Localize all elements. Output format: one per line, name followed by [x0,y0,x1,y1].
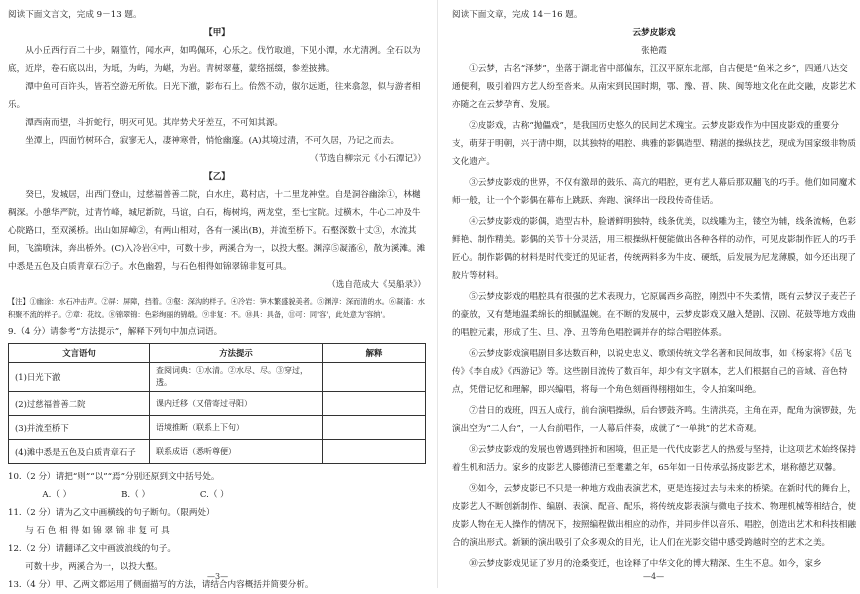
article-author: 张艳霞 [641,46,667,56]
question-9: 9.（4 分）请参考“方法提示”，解释下列句中加点词语。 [8,327,223,337]
article-paragraph-8: ⑧云梦皮影戏的发展也曾遇到挫折和困境，但正是一代代皮影艺人的热爱与坚持，让这项艺术始终保持着生机和活力。家乡的皮影艺人滕德清已至耄耋之年，65年如一日传承弘扬皮影艺术，堪称德艺双馨。 [452,445,856,473]
hint-cell: 查阅词典：①水清。②水尽、尽。③穿过，透。 [150,363,323,392]
question-9-table [8,343,426,464]
page-3 [8,6,426,594]
article-paragraph-3: ③云梦皮影戏的世界，不仅有激昂的鼓乐、高亢的唱腔，更有艺人幕后那双翻飞的巧手。他们如同魔术师一般，让一个个影偶在幕布上跳跃、奔跑、演绎出一段段传奇佳话。 [452,178,856,206]
table-row [9,363,426,392]
jia-paragraph-2: 潭中鱼可百许头，皆若空游无所依。日光下澈，影布石上。佁然不动，俶尔远逝，往来翕忽，似与游者相乐。 [8,82,421,110]
question-12: 12.（2 分）请翻译乙文中画波浪线的句子。 [8,544,176,554]
jia-paragraph-4: 坐潭上，四面竹树环合，寂寥无人，凄神寒骨，悄怆幽邃。(A)其境过清，不可久居，乃记之而去。 [25,136,400,146]
classical-instruction: 阅读下面文言文，完成 9－13 题。 [8,10,142,20]
hint-cell: 课内迁移（又借寄过寻阳） [150,392,323,416]
hint-cell: 联系成语（悉听尊便） [150,440,323,464]
passage-jia-title: 【甲】 [204,28,230,38]
table-row [9,392,426,416]
question-12-sentence: 可数十步，两溪合为一，以投大壑。 [25,562,163,572]
page-4 [452,6,856,573]
question-10: 10.（2 分）请把“则”“以”“焉”分别还原到文中括号处。 [8,472,220,482]
passage-yi-title: 【乙】 [204,172,230,182]
jia-paragraph-3: 潭西南而望，斗折蛇行，明灭可见。其岸势犬牙差互，不可知其源。 [25,118,284,128]
question-11: 11.（2 分）请为乙文中画横线的句子断句。（限两处） [8,508,215,518]
article-paragraph-7: ⑦昔日的戏班，四五人成行，前台演唱操纵，后台锣鼓齐鸣。生清洪亮，主角在弄，配角为演锣鼓，先演出空为“二人台”，一人台前唱作，一人幕后伴奏，成就了“一单挑”的艺术奇观。 [452,406,856,434]
option-c[interactable]: C.（ ） [199,490,229,500]
table-row [9,440,426,464]
column-header: 方法提示 [150,344,323,363]
annotation-notes: 【注】①幽涂：水石冲击声。②屏：屏障，挡着。③壑：深沟的样子。④冷岩：笋木繁盛貌美者。⑤渊淳：深而清的水。⑥凝滀：水积聚不流的样子。⑦章：花纹。⑧锦翠锦：色彩绚丽的锦缎。⑨非复：不。⑩具：具备，⑪可：同'容'，此处意为'容纳'。 [8,297,425,319]
answer-cell[interactable] [323,416,426,440]
page-number-4: —4— [643,572,665,581]
hint-cell: 语境推断（联系上下句） [150,416,323,440]
jia-paragraph-1: 从小丘西行百二十步，隔篁竹，闻水声，如鸣佩环，心乐之。伐竹取道，下见小潭，水尤清冽。全石以为底，近岸，卷石底以出，为坻，为屿，为嵁，为岩。青树翠蔓，蒙络摇缀，参差披拂。 [8,46,421,74]
answer-cell[interactable] [323,440,426,464]
option-a[interactable]: A.（ ） [42,490,72,500]
jia-source: （节选自柳宗元《小石潭记》） [309,154,426,164]
table-header-row [9,344,426,363]
answer-cell[interactable] [323,392,426,416]
sentence-cell: (2)过慈福普善二院 [9,392,150,416]
question-10-options [8,486,426,504]
sentence-cell: (4)滩中悉是五色及白质青章石子 [9,440,150,464]
table-row [9,416,426,440]
answer-cell[interactable] [323,363,426,392]
question-13: 13.（4 分）甲、乙两文都运用了侧面描写的方法，请结合内容概括并简要分析。 [8,580,314,590]
page-number-3: —3— [207,572,229,581]
article-paragraph-4: ④云梦皮影戏的影偶，造型古朴，脸谱鲜明独特，线条优美，以线雕为主，镂空为辅，线条流畅，色彩鲜艳、制作精美。影偶的关节十分灵活，用三根操纵杆便能做出各种各样的动作，可见皮影制作匠人的巧手匠心。制作影偶的材料是时代变迁的见证者，传统两料多为牛皮、硬纸，后发展为尼龙薄膜，如今还出现了胶片等材料。 [452,217,856,281]
yi-source: （选自范成大《吴船录》） [327,280,426,290]
option-b[interactable]: B.（ ） [121,490,151,500]
column-header: 文言语句 [9,344,150,363]
article-title: 云梦皮影戏 [632,28,676,38]
yi-paragraph-1: 癸巳，发城居，出西门登山，过慈福普善二院，白水庄，葛村店，十二里龙神堂。自是洞谷幽涂①，林樾稠深。小憩华严院，过青竹峰，城尼新院，马谊，白石，梅树坞，两龙堂，至七宝院。过横木，牛心二冲及牛心院路口，至双溪桥。出山如屏嶂②，有两山相对，各有一溪出(B)，并流至桥下。石壑深数十丈③，水流其间，飞湍喷沫，奔出桥外。(C)入冷岩④中，可数十步，两溪合为一，以投大壑。渊淳⑤凝滀⑥，散为溪滩。滩中悉是五色及白质青章石⑦子。水色幽碧，与石色相得如锦翠锦非复可具。 [8,190,426,272]
article-paragraph-6: ⑥云梦皮影戏演唱剧目多达数百种，以说史忠义、歌颂传统文学名著和民间故事，如《杨家将》《岳飞传》《李自成》《西游记》等。这些剧目流传了数百年，却少有文字剧本，艺人们根据自己的音域、音色特点，凭借记忆和理解，即兴编唱，将每一个角色刻画得栩栩如生，令人拍案叫绝。 [452,349,852,395]
article-paragraph-5: ⑤云梦皮影戏的唱腔具有很强的艺术表现力，它原属西乡高腔，刚烈中不失柔情，既有云梦汉子麦芒子的豪放，又有楚地温柔绵长的细腻温婉。在不断的发展中，云梦皮影戏又融入楚剧、汉剧、花鼓等地方戏曲的唱腔元素，形成了生、旦、净、丑等角色唱腔调并存的综合唱腔体系。 [452,292,856,338]
article-paragraph-2: ②皮影戏，古称“抛儡戏”，是我国历史悠久的民间艺术瑰宝。云梦皮影戏作为中国皮影戏的重要分支，萌芽于明朝，兴于清中期，以其独特的唱腔、典雅的影偶造型、精湛的操纵技艺，现成为国家级非物质文化遗产。 [452,121,856,167]
article-paragraph-1: ①云梦，古名“泽梦”，坐落于湖北省中部偏东，江汉平原东北部，自古便是“鱼米之乡”，四通八达交通便利，吸引着四方艺人纷至沓来。从南宋到民国时期，鄂、豫、晋、陕、闽等地文化在此交融，皮影艺术亦随之在云梦孕育、发展。 [452,64,856,110]
modern-instruction: 阅读下面文章，完成 14－16 题。 [452,10,583,20]
article-paragraph-10: ⑩云梦皮影戏见证了岁月的沧桑变迁，也诠释了中华文化的博大精深、生生不息。如今，家乡 [469,559,822,569]
column-header: 解释 [323,344,426,363]
sentence-cell: (1)日光下澈 [9,363,150,392]
page-divider [437,0,438,588]
question-11-sentence: 与 石 色 相 得 如 锦 翠 锦 非 复 可 具 [25,526,170,536]
sentence-cell: (3)并流至桥下 [9,416,150,440]
article-paragraph-9: ⑨如今，云梦皮影已不只是一种地方戏曲表演艺术，更是连接过去与未来的桥梁。在新时代的舞台上，皮影艺人不断创新制作、编剧、表演、配音、配乐，将传统皮影表演与微电子技术、物理机械等相结合，使皮影人物在无人操作的情况下，按照编程做出相应的动作，并同步伴以音乐、唱腔，创造出艺术和科技相融合的演出形式。新颖的演出吸引了众多观众的目光，让人们在光影交错中感受跨越时空的艺术之美。 [452,484,856,548]
